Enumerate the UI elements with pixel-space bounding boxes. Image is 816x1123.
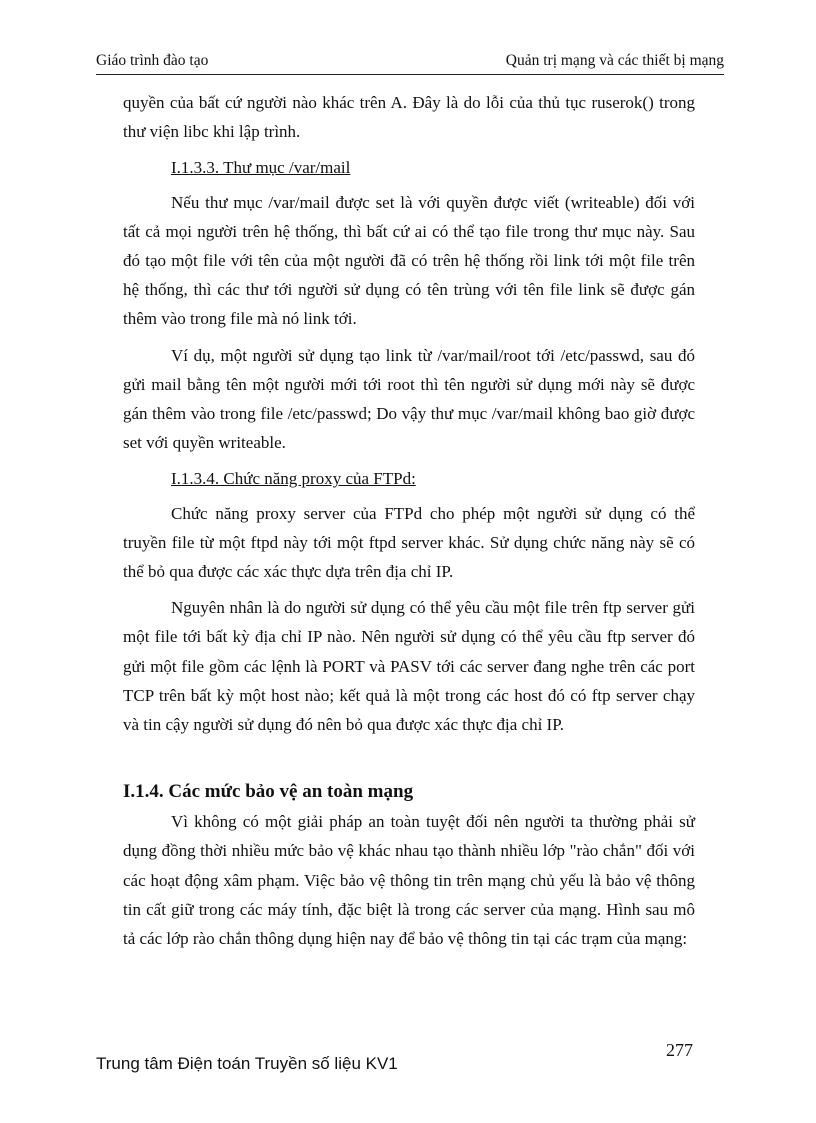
paragraph-proxy-2: Nguyên nhân là do người sử dụng có thể yêu cầu một file trên ftp server gửi một file tới bất kỳ địa chỉ IP nào. Nên người sử dụng có thể yêu cầu ftp server đó gửi một file gồm các lệnh là PORT và PASV tới các server đang nghe trên các port TCP trên bất kỳ một host nào; kết quả là một trong các host đó có ftp server chạy và tin cậy người sử dụng đó nên bỏ qua được xác thực địa chỉ IP. xyxy=(123,598,695,735)
subheading-ftpd-proxy: I.1.3.4. Chức năng proxy của FTPd: xyxy=(171,469,416,489)
paragraph-intro: quyền của bất cứ người nào khác trên A. Đây là do lỗi của thủ tục ruserok() trong thư viện libc khi lập trình. xyxy=(123,93,695,142)
section-heading: I.1.4. Các mức bảo vệ an toàn mạng xyxy=(123,781,414,803)
paragraph-mail-1: Nếu thư mục /var/mail được set là với quyền được viết (writeable) đối với tất cả mọi người trên hệ thống, thì bất cứ ai có thể tạo file trong thư mục này. Sau đó tạo một file với tên của một người đã có trên hệ thống rồi link tới một file trên hệ thống, thì các thư tới người sử dụng có tên trùng với tên file link sẽ được gán thêm vào trong file mà nó link tới. xyxy=(123,192,695,329)
header-left-title: Giáo trình đào tạo xyxy=(96,52,209,69)
page-number: 277 xyxy=(666,1040,693,1060)
header-right-title: Quản trị mạng và các thiết bị mạng xyxy=(505,52,724,69)
footer-organization: Trung tâm Điện toán Truyền số liệu KV1 xyxy=(96,1054,398,1073)
page-content xyxy=(123,88,695,960)
subheading-var-mail: I.1.3.3. Thư mục /var/mail xyxy=(171,158,351,178)
paragraph-proxy-1: Chức năng proxy server của FTPd cho phép một người sử dụng có thể truyền file từ một ftpd này tới một ftpd server khác. Sử dụng chức năng này sẽ có thể bỏ qua được các xác thực dựa trên địa chỉ IP. xyxy=(123,503,695,582)
paragraph-mail-2: Ví dụ, một người sử dụng tạo link từ /var/mail/root tới /etc/passwd, sau đó gửi mail bằng tên một người mới tới root thì tên người sử dụng mới này sẽ được gán thêm vào trong file /etc/passwd; Do vậy thư mục /var/mail không bao giờ được set với quyền writeable. xyxy=(123,345,695,453)
paragraph-section: Vì không có một giải pháp an toàn tuyệt đối nên người ta thường phải sử dụng đồng thời nhiều mức bảo vệ khác nhau tạo thành nhiều lớp "rào chắn" đối với các hoạt động xâm phạm. Việc bảo vệ thông tin trên mạng chủ yếu là bảo vệ thông tin cất giữ trong các máy tính, đặc biệt là trong các server của mạng. Hình sau mô tả các lớp rào chắn thông dụng hiện nay để bảo vệ thông tin tại các trạm của mạng: xyxy=(123,812,695,949)
page-header xyxy=(96,46,724,75)
